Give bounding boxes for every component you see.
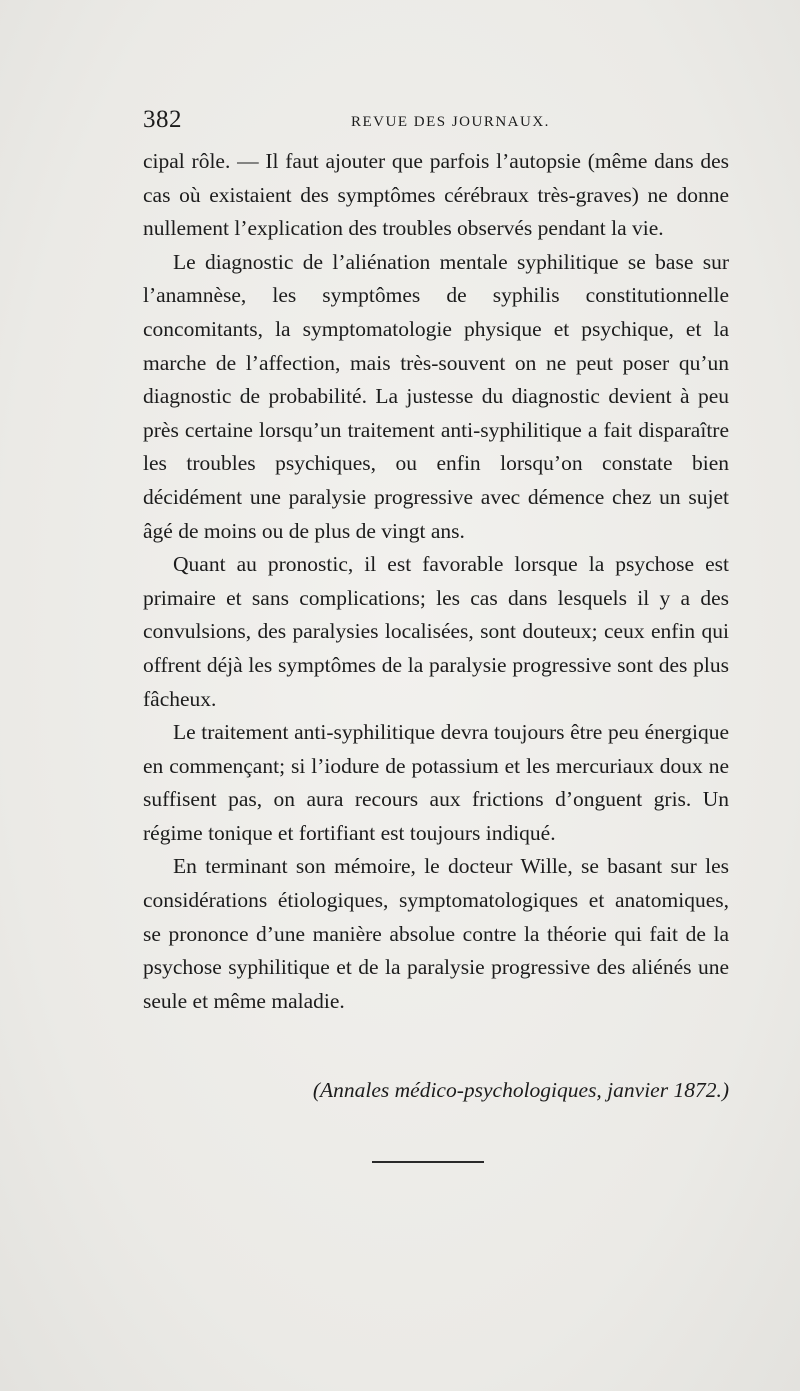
running-title: REVUE DES JOURNAUX. — [351, 114, 550, 130]
paragraph-continuation: cipal rôle. — Il faut ajouter que parfois l’autopsie (même dans des cas où existaient des symptômes cérébraux très-graves) ne donne nullement l’explication des troubles observés pendant la vie. — [143, 149, 729, 241]
paragraph-diagnostic: Le diagnostic de l’aliénation mentale syphilitique se base sur l’anamnèse, les symptômes de syphilis constitutionnelle concomitants, la symptomatologie physique et psychique, et la marche de l’affection, mais très-souvent on ne peut poser qu’un diagnostic de probabilité. La justesse du diagnostic devient à peu près certaine lorsqu’un traitement anti-syphilitique a fait disparaître les troubles psychiques, ou enfin lorsqu’on constate bien décidément une paralysie progressive avec démence chez un sujet âgé de moins ou de plus de vingt ans. — [143, 249, 729, 543]
paragraph-conclusion: En terminant son mémoire, le docteur Wille, se basant sur les considérations étiologiques, symptomatologiques et anatomiques, se prononce d’une manière absolue contre la théorie qui fait de la psychose syphilitique et de la paralysie progressive des aliénés une seule et même maladie. — [143, 854, 729, 1013]
source-citation: (Annales médico-psychologiques, janvier 1872.) — [312, 1078, 729, 1102]
page-number: 382 — [143, 106, 182, 133]
section-divider — [372, 1161, 484, 1163]
page-header — [143, 106, 729, 138]
paragraph-pronostic: Quant au pronostic, il est favorable lorsque la psychose est primaire et sans complications; les cas dans lesquels il y a des convulsions, des paralysies localisées, sont douteux; ceux enfin qui offrent déjà les symptômes de la paralysie progressive sont des plus fâcheux. — [143, 552, 729, 711]
paragraph-traitement: Le traitement anti-syphilitique devra toujours être peu énergique en commençant; si l’iodure de potassium et les mercuriaux doux ne suffisent pas, on aura recours aux frictions d’onguent gris. Un régime tonique et fortifiant est toujours indiqué. — [143, 720, 729, 845]
body-text — [143, 145, 729, 1018]
